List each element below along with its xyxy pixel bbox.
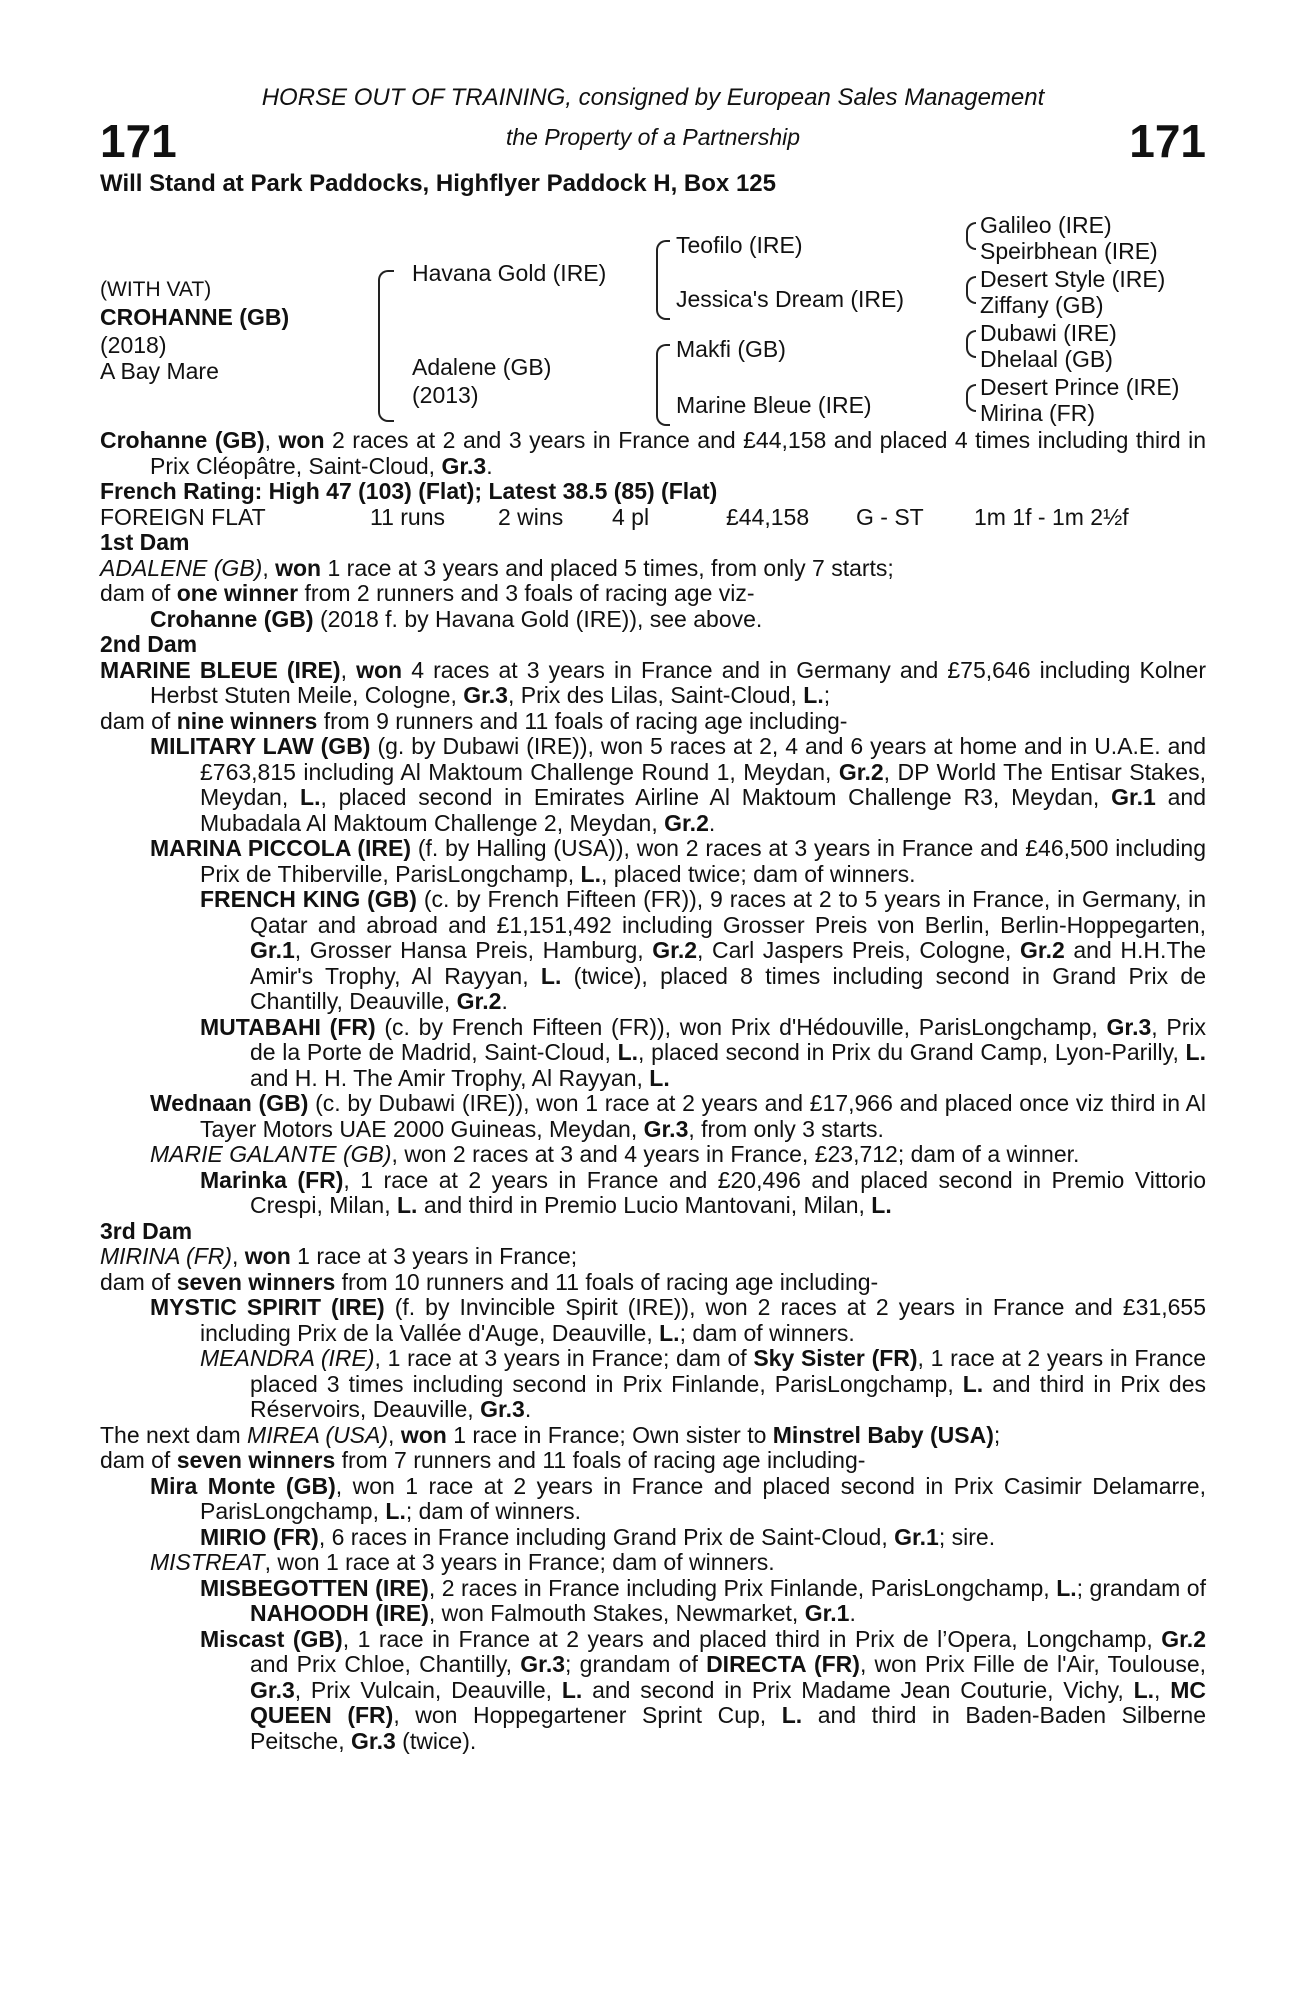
entry-mutabahi: MUTABAHI (FR) (c. by French Fifteen (FR)), won Prix d'Hédouville, ParisLongchamp, Gr.3, Prix de la Porte de Madrid, Saint-Cloud, L., placed second in Prix du Grand Camp, Lyon-Parilly, L. and H. H. The Amir Trophy, Al Rayyan, L. [200,1013,1206,1091]
next-dam-line: The next dam MIREA (USA), won 1 race in France; Own sister to Minstrel Baby (USA); [100,1421,1001,1448]
entry-mystic-spirit: MYSTIC SPIRIT (IRE) (f. by Invincible Spirit (IRE)), won 2 races at 2 years in France and £31,655 including Prix de la Vallée d'Auge, Deauville, L.; dam of winners. [150,1294,1207,1346]
summary-paragraph: Crohanne (GB), won 2 races at 2 and 3 years in France and £44,158 and placed 4 times including third in Prix Cléopâtre, Saint-Cloud, Gr.3. [100,427,1206,479]
ped-sdd: Ziffany (GB) [980,292,1104,318]
dam: Adalene (GB) [412,354,552,380]
dam-dam: Marine Bleue (IRE) [676,392,872,418]
sire-sire: Teofilo (IRE) [676,232,803,258]
sire: Havana Gold (IRE) [412,260,607,286]
ped-ddd: Mirina (FR) [980,400,1095,426]
second-dam-heading: 2nd Dam [100,631,198,657]
entry-marina-piccola: MARINA PICCOLA (IRE) (f. by Halling (USA)), won 2 races at 3 years in France and £46,500 including Prix de Thiberville, ParisLongchamp, L., placed twice; dam of winners. [150,835,1206,887]
first-dam-foal: Crohanne (GB) (2018 f. by Havana Gold (IRE)), see above. [150,605,763,632]
entry-marie-galante: MARIE GALANTE (GB), won 2 races at 3 and 4 years in France, £23,712; dam of a winner. [150,1141,1080,1167]
catalogue-page [100,84,1206,1754]
vat-note: (WITH VAT) [100,278,212,301]
first-dam-heading: 1st Dam [100,529,190,555]
entry-mistreat: MISTREAT, won 1 race at 3 years in France; dam of winners. [150,1549,775,1575]
horse-year: (2018) [100,332,167,358]
second-dam-line: MARINE BLEUE (IRE), won 4 races at 3 years in France and in Germany and £75,646 including Kolner Herbst Stuten Meile, Cologne, Gr.3, Prix des Lilas, Saint-Cloud, L.; [100,656,1207,708]
stabling-location: Will Stand at Park Paddocks, Highflyer Paddock H, Box 125 [100,170,776,197]
lot-header [100,84,1206,167]
dam-year: (2013) [412,382,479,408]
bracket-d [966,384,976,412]
next-dam-produce: dam of seven winners from 7 runners and 11 foals of racing age including- [100,1447,866,1473]
ped-ssd: Speirbhean (IRE) [980,238,1158,264]
pedigree-bracket [378,270,394,422]
lot-number-right: 171 [1129,115,1206,167]
ped-sss: Galileo (IRE) [980,212,1112,238]
consignment-line: HORSE OUT OF TRAINING, consigned by European Sales Management [261,84,1045,111]
entry-misbegotten: MISBEGOTTEN (IRE), 2 races in France including Prix Finlande, ParisLongchamp, L.; grandam of NAHOODH (IRE), won Falmouth Stakes, Newmarket, Gr.1. [200,1574,1206,1626]
first-dam-line: ADALENE (GB), won 1 race at 3 years and placed 5 times, from only 7 starts; [100,554,894,581]
ped-dss: Dubawi (IRE) [980,320,1117,346]
sire-dam: Jessica's Dream (IRE) [676,286,905,312]
third-dam-produce: dam of seven winners from 10 runners and 11 foals of racing age including- [100,1268,879,1295]
property-line: the Property of a Partnership [505,124,801,150]
entry-military-law: MILITARY LAW (GB) (g. by Dubawi (IRE)), won 5 races at 2, 4 and 6 years at home and in U.A.E. and £763,815 including Al Maktoum Challenge Round 1, Meydan, Gr.2, DP World The Entisar Stakes, Meydan, L., placed second in Emirates Airline Al Maktoum Challenge R3, Meydan, Gr.1 and Mubadala Al Maktoum Challenge 2, Meydan, Gr.2. [150,733,1207,836]
lot-number-left: 171 [100,115,177,167]
catalogue-text [100,428,1206,1754]
second-dam-produce: dam of nine winners from 9 runners and 11 foals of racing age including- [100,707,848,734]
horse-description: A Bay Mare [100,358,219,384]
entry-marinka: Marinka (FR), 1 race at 2 years in France and £20,496 and placed second in Premio Vittorio Crespi, Milan, L. and third in Premio Lucio Mantovani, Milan, L. [200,1166,1206,1218]
entry-french-king: FRENCH KING (GB) (c. by French Fifteen (FR)), 9 races at 2 to 5 years in France, in Germany, in Qatar and abroad and £1,151,492 including Grosser Preis von Berlin, Berlin-Hoppegarten, Gr.1, Grosser Hansa Preis, Hamburg, Gr.2, Carl Jaspers Preis, Cologne, Gr.2 and H.H.The Amir's Trophy, Al Rayyan, L. (twice), placed 8 times including second in Grand Prix de Chantilly, Deauville, Gr.2. [200,886,1207,1014]
ped-dsd: Dhelaal (GB) [980,346,1113,372]
rating-title: French Rating: High 47 (103) (Flat); Latest 38.5 (85) (Flat) [100,478,718,504]
third-dam-line: MIRINA (FR), won 1 race at 3 years in France; [100,1243,578,1269]
entry-mira-monte: Mira Monte (GB), won 1 race at 2 years in France and placed second in Prix Casimir Delamarre, ParisLongchamp, L.; dam of winners. [150,1472,1206,1524]
entry-miscast: Miscast (GB), 1 race in France at 2 years and placed third in Prix de l’Opera, Longchamp, Gr.2 and Prix Chloe, Chantilly, Gr.3; grandam of DIRECTA (FR), won Prix Fille de l'Air, Toulouse, Gr.3, Prix Vulcain, Deauville, L. and second in Prix Madame Jean Couturie, Vichy, L., MC QUEEN (FR), won Hoppegartener Sprint Cup, L. and third in Baden-Baden Silberne Peitsche, Gr.3 (twice). [200,1625,1207,1754]
race-record-row: FOREIGN FLAT 11 runs 2 wins 4 pl £44,158 G - ST 1m 1f - 1m 2½f [100,503,1129,530]
ped-dds: Desert Prince (IRE) [980,374,1180,400]
bracket-b [966,276,976,304]
entry-meandra: MEANDRA (IRE), 1 race at 3 years in France; dam of Sky Sister (FR), 1 race at 2 years in France placed 3 times including second in Prix Finlande, ParisLongchamp, L. and third in Prix des Réservoirs, Deauville, Gr.3. [200,1345,1206,1422]
dam-bracket [656,344,670,426]
third-dam-heading: 3rd Dam [100,1217,193,1244]
ped-sds: Desert Style (IRE) [980,266,1166,292]
sire-bracket [656,240,670,320]
first-dam-produce: dam of one winner from 2 runners and 3 foals of racing age viz- [100,580,755,606]
bracket-c [966,330,976,358]
horse-name: CROHANNE (GB) [100,304,290,330]
dam-sire: Makfi (GB) [676,336,786,362]
entry-wednaan: Wednaan (GB) (c. by Dubawi (IRE)), won 1 race at 2 years and £17,966 and placed once viz third in Al Tayer Motors UAE 2000 Guineas, Meydan, Gr.3, from only 3 starts. [150,1090,1206,1142]
bracket-a [966,222,976,250]
pedigree-table [100,198,1206,428]
entry-mirio: MIRIO (FR), 6 races in France including Grand Prix de Saint-Cloud, Gr.1; sire. [200,1523,996,1550]
